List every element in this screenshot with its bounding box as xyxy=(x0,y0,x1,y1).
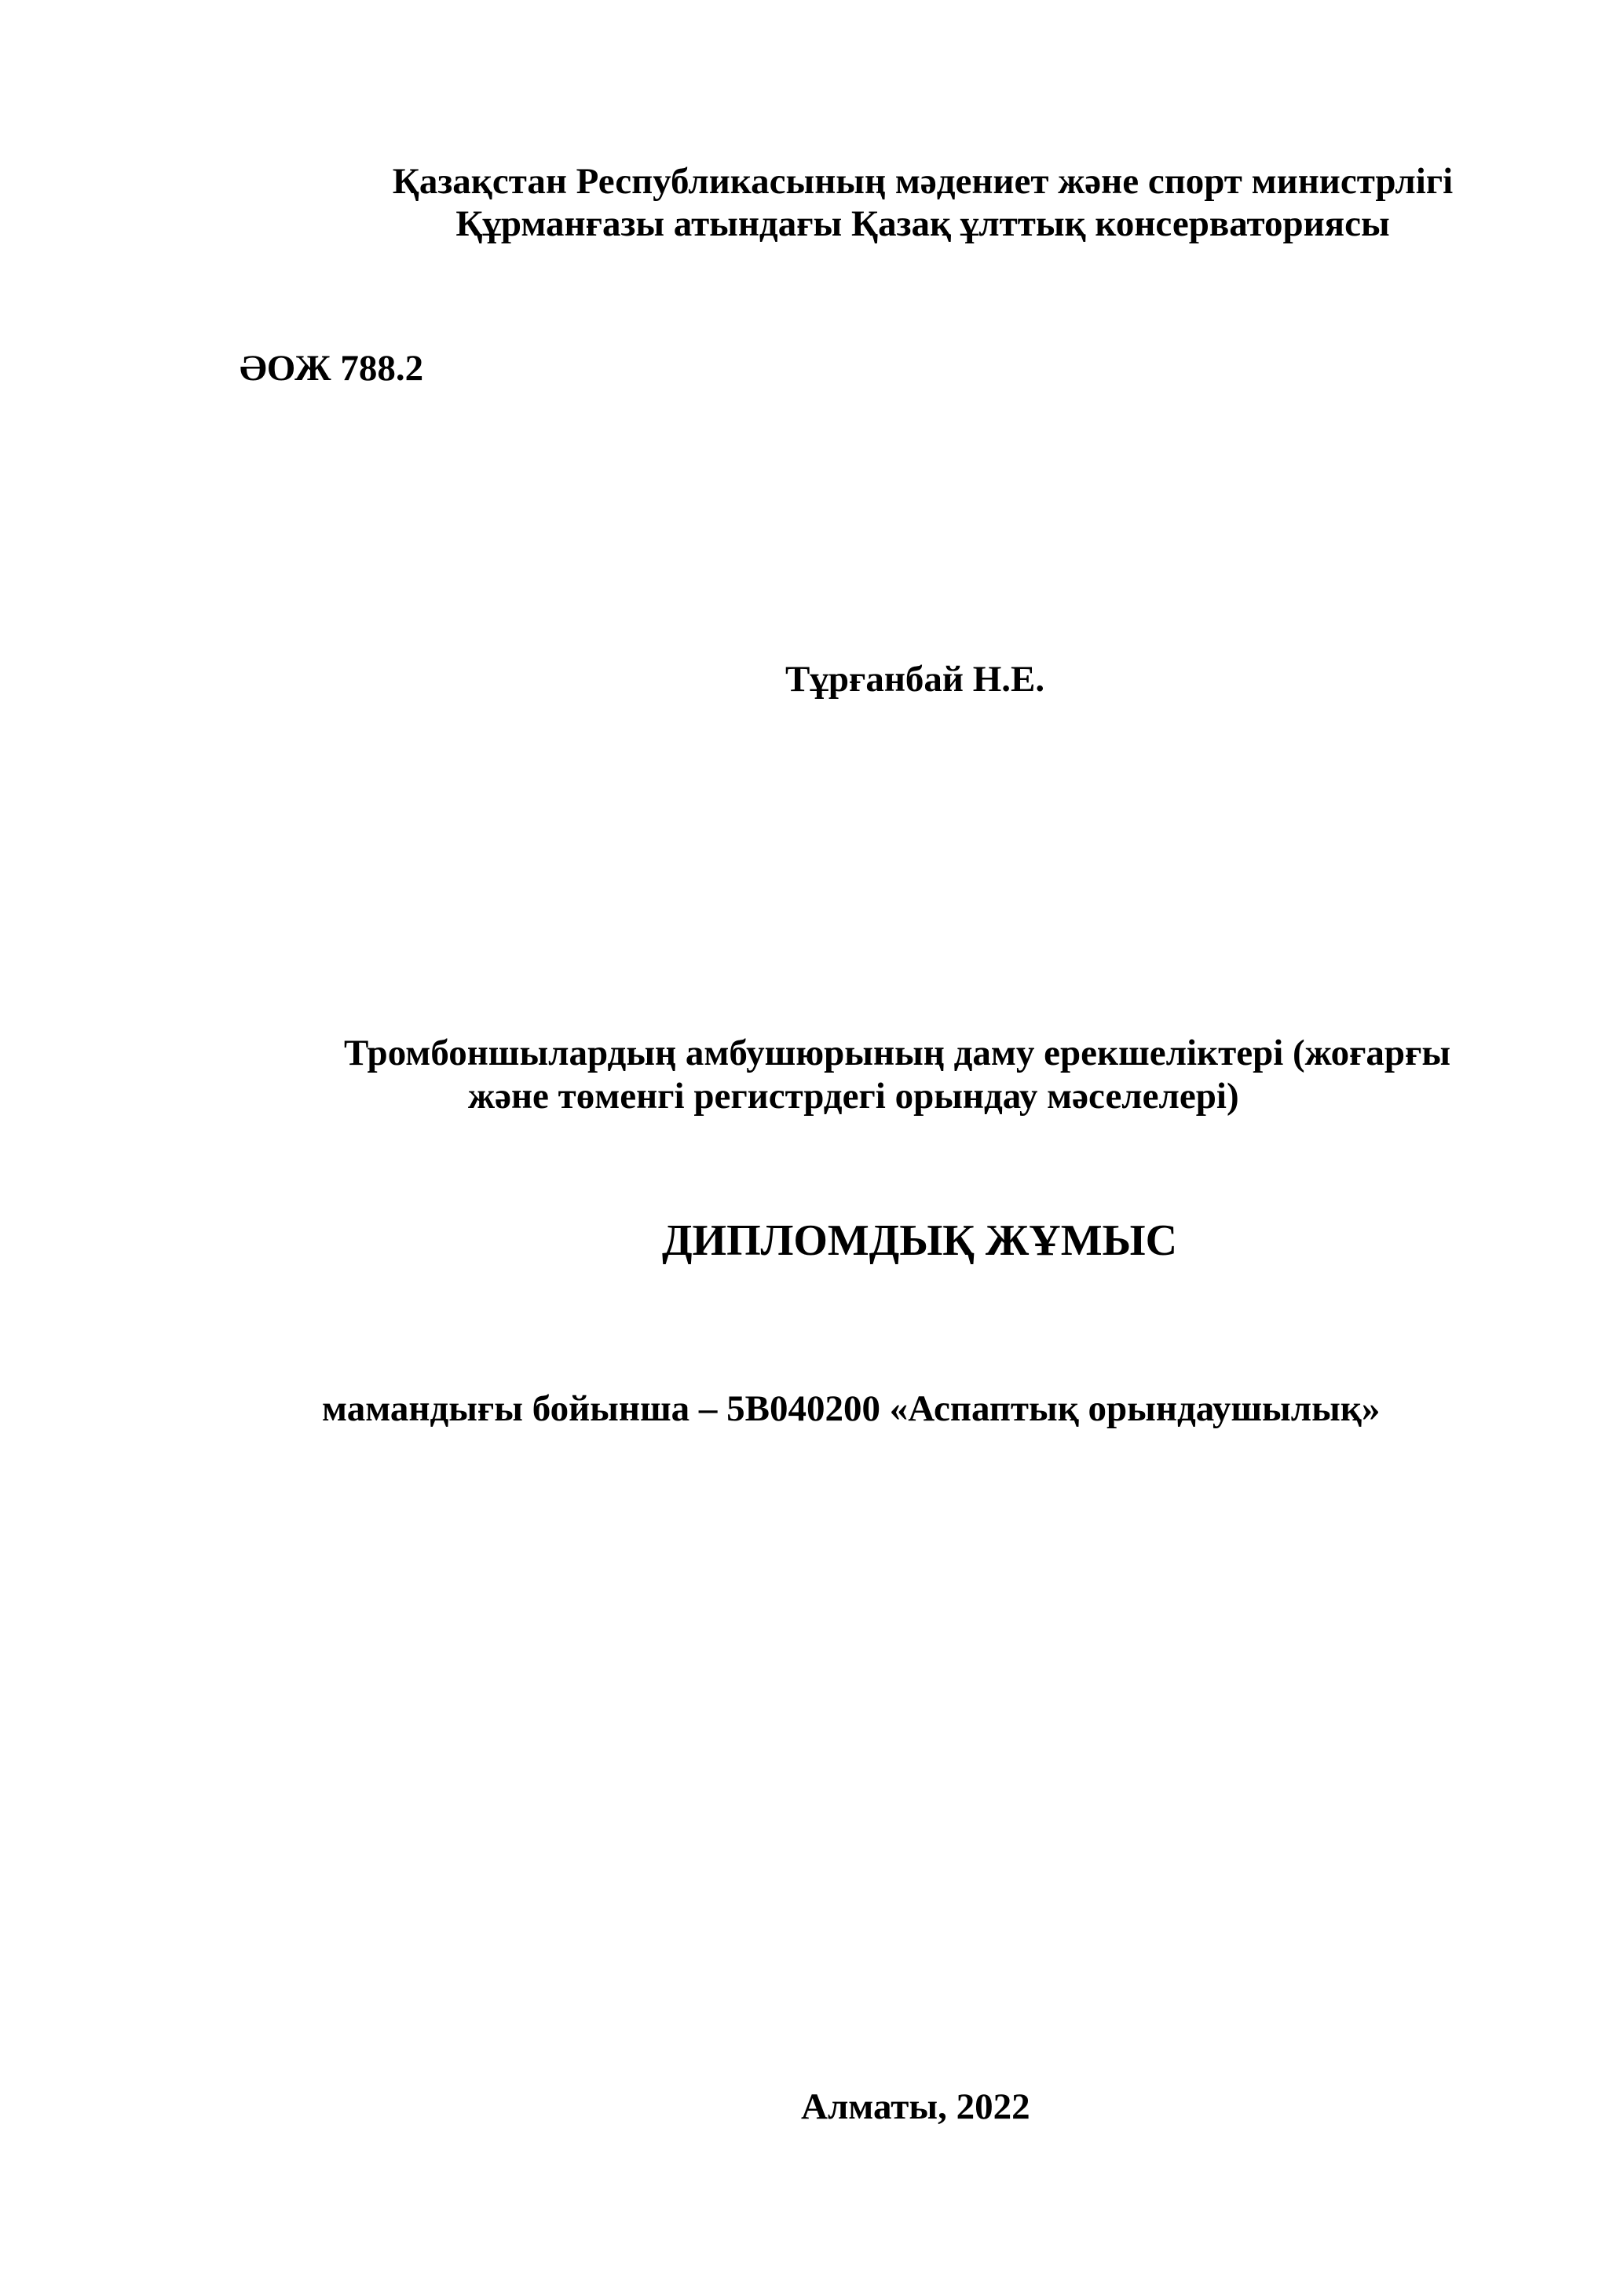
udc-code: ӘОЖ 788.2 xyxy=(240,348,424,389)
ministry-heading: Қазақстан Республикасының мәдениет және спорт министрлігі xyxy=(392,161,1454,202)
city-year: Алматы, 2022 xyxy=(801,2086,1030,2127)
thesis-title-line-1: Тромбоншылардың амбушюрының даму ерекшеліктері (жоғарғы xyxy=(344,1033,1451,1073)
author-name: Тұрғанбай Н.Е. xyxy=(785,659,1045,700)
work-type-heading: ДИПЛОМДЫҚ ЖҰМЫС xyxy=(662,1216,1178,1265)
specialty-line: мамандығы бойынша – 5В040200 «Аспаптық орындаушылық» xyxy=(322,1388,1381,1429)
institution-heading: Құрманғазы атындағы Қазақ ұлттық консерваториясы xyxy=(455,203,1390,244)
thesis-title-line-2: және төменгі регистрдегі орындау мәселелері) xyxy=(468,1076,1239,1117)
